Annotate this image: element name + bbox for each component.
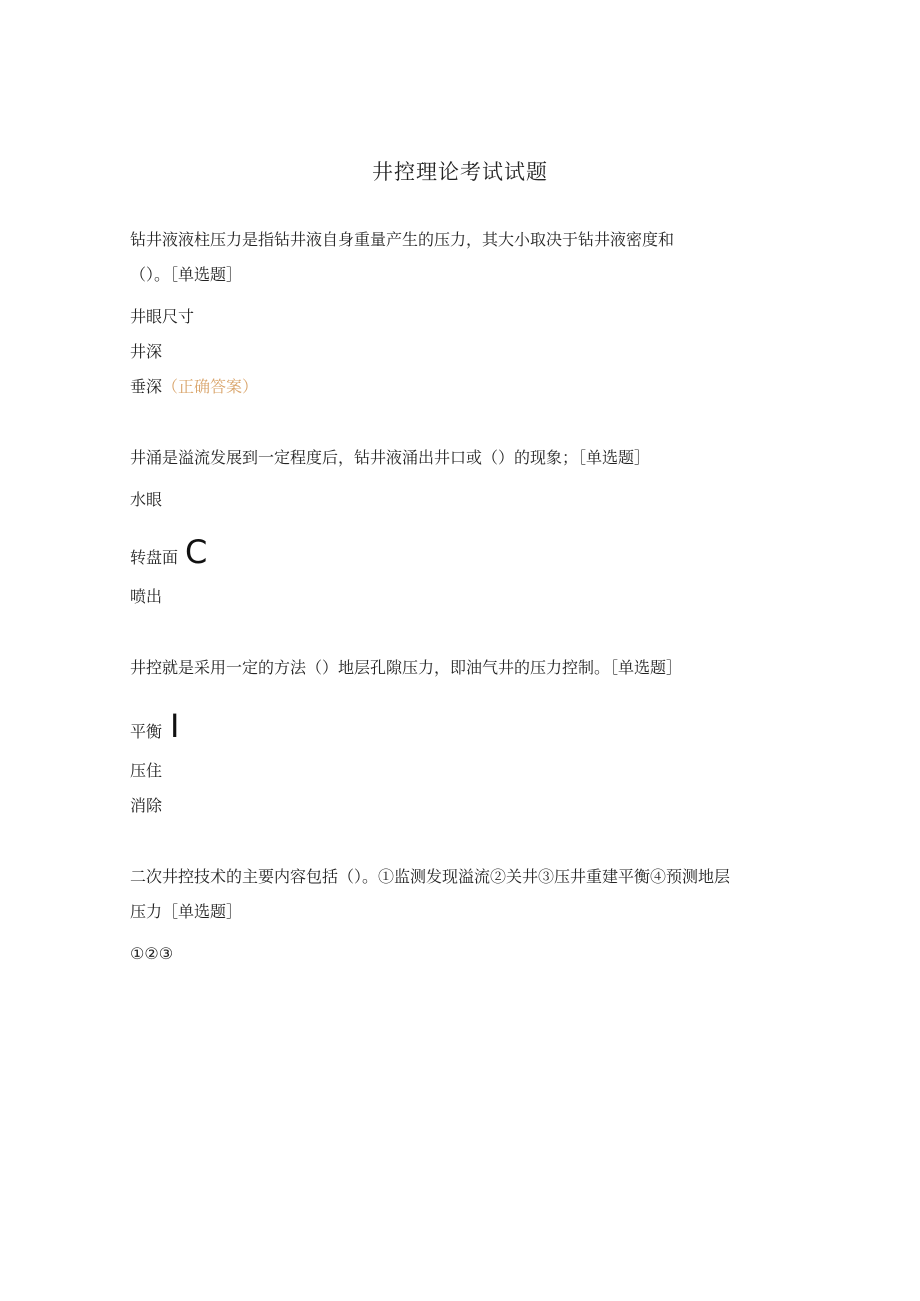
question-4-text-line-2: 压力［单选题］ [130,902,243,921]
question-3-text-line-1: 井控就是采用一定的方法（）地层孔隙压力，即油气井的压力控制。［单选题］ [130,658,683,677]
question-3-option-1: 平衡 [130,722,163,741]
question-2-option-2: 转盘面 [130,548,179,567]
question-2-option-3: 喷出 [130,587,163,606]
question-4-option-1: ①②③ [130,944,174,963]
question-1-option-3 [130,377,258,397]
question-2-option-1: 水眼 [130,490,163,509]
question-3-option-3: 消除 [130,796,163,815]
correct-answer-note: （正确答案） [162,377,259,396]
page-title: 井控理论考试试题 [372,160,548,184]
handwritten-mark-i: I [170,707,180,745]
question-4-text-line-1: 二次井控技术的主要内容包括（）。①监测发现溢流②关井③压井重建平衡④预测地层 [130,867,731,886]
question-1-text-line-2: （）。［单选题］ [130,265,243,284]
question-1-option-2: 井深 [130,342,163,361]
option-text: 垂深 [130,377,163,396]
question-1-option-1: 井眼尺寸 [130,307,195,326]
question-2-text-line-1: 井涌是溢流发展到一定程度后，钻井液涌出井口或（）的现象；［单选题］ [130,448,651,467]
handwritten-mark-c: C [185,533,208,571]
question-3-option-2: 压住 [130,761,163,780]
question-1-text-line-1: 钻井液液柱压力是指钻井液自身重量产生的压力，其大小取决于钻井液密度和 [130,230,675,249]
